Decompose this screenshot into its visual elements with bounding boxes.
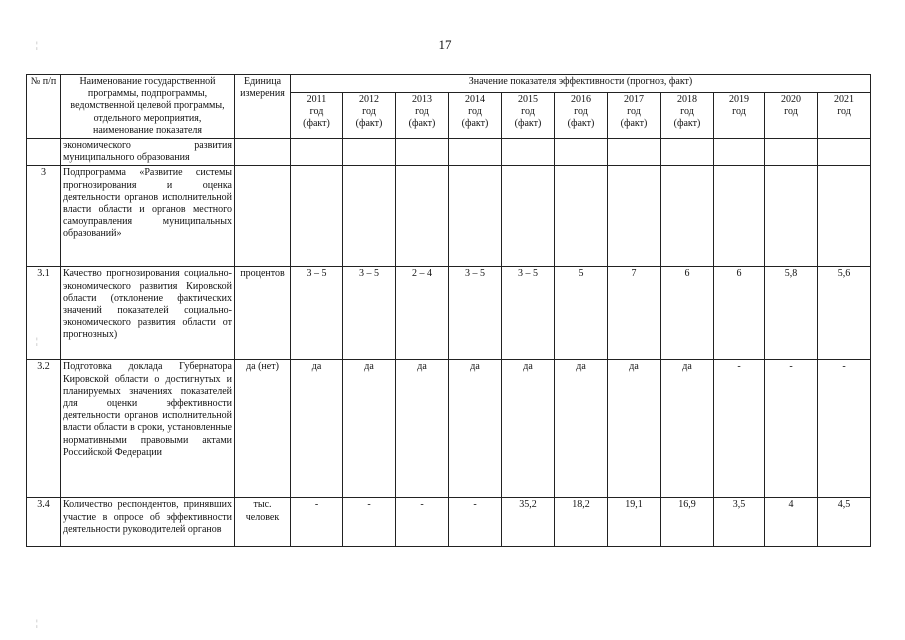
row-value [714, 166, 765, 267]
row-value [343, 139, 396, 166]
row-value: 2 – 4 [396, 267, 449, 360]
row-value [343, 166, 396, 267]
row-value [608, 139, 661, 166]
header-year-year: 2021 [834, 93, 855, 105]
row-value: - [818, 360, 871, 498]
row-name: Подготовка доклада Губернатора Кировской области о достигнутых и планируемых значениях показателей для оценки эффективности деятельности органов исполнительной власти области в сроки, установленные нормативными правовыми актами Российской Федерации [61, 360, 235, 498]
header-year-year: 2012 [359, 93, 379, 105]
table-row [27, 166, 871, 267]
table-row [27, 139, 871, 166]
header-year-unit: год [627, 105, 641, 117]
row-value: 3,5 [714, 498, 765, 547]
header-name: Наименование государственной программы, подпрограммы, ведомственной целевой программы, отдельного мероприятия, наименование показателя [61, 75, 235, 139]
header-year-2011 [291, 92, 343, 138]
row-unit [235, 166, 291, 267]
row-value: 4,5 [818, 498, 871, 547]
header-year-year: 2020 [781, 93, 801, 105]
row-value: 6 [714, 267, 765, 360]
header-year-2021 [818, 92, 871, 138]
row-value: да [661, 360, 714, 498]
header-year-2020 [765, 92, 818, 138]
header-unit: Единица измерения [235, 75, 291, 139]
header-year-unit: год [468, 105, 482, 117]
header-year-2018 [661, 92, 714, 138]
row-value: - [714, 360, 765, 498]
row-value: - [291, 498, 343, 547]
row-value: 6 [661, 267, 714, 360]
row-value [502, 166, 555, 267]
row-unit [235, 139, 291, 166]
header-year-2016 [555, 92, 608, 138]
row-value: да [343, 360, 396, 498]
row-value: 7 [608, 267, 661, 360]
row-value: - [765, 360, 818, 498]
row-num: 3.1 [27, 267, 61, 360]
header-year-note: (факт) [461, 118, 489, 130]
header-year-year: 2014 [465, 93, 485, 105]
row-num: 3 [27, 166, 61, 267]
header-year-2017 [608, 92, 661, 138]
row-value [818, 139, 871, 166]
scan-mark: ¦ [36, 336, 38, 346]
header-year-unit: год [415, 105, 429, 117]
row-value [291, 166, 343, 267]
row-value: 5,8 [765, 267, 818, 360]
row-num [27, 139, 61, 166]
row-name: Подпрограмма «Развитие системы прогнозирования и оценка деятельности органов исполнительной власти области и органов местного самоуправления муниципальных образований» [61, 166, 235, 267]
indicators-table [26, 74, 871, 547]
row-value [502, 139, 555, 166]
row-value: 5 [555, 267, 608, 360]
row-value: да [502, 360, 555, 498]
header-year-unit: год [362, 105, 376, 117]
header-num: № п/п [27, 75, 61, 139]
header-year-note: (факт) [408, 118, 436, 130]
row-value: - [396, 498, 449, 547]
row-value: да [608, 360, 661, 498]
row-value: - [343, 498, 396, 547]
row-value [608, 166, 661, 267]
header-year-note: (факт) [303, 118, 330, 130]
row-value: 3 – 5 [502, 267, 555, 360]
row-value: да [449, 360, 502, 498]
row-value: 3 – 5 [343, 267, 396, 360]
row-value [449, 166, 502, 267]
row-name: Качество прогнозирования социально-экономического развития Кировской области (отклонение фактических значений показателей социально-экономического развития области от прогнозных) [61, 267, 235, 360]
row-unit: тыс. человек [235, 498, 291, 547]
header-year-year: 2013 [412, 93, 432, 105]
header-year-2014 [449, 92, 502, 138]
row-value [396, 139, 449, 166]
row-value: да [396, 360, 449, 498]
row-num: 3.4 [27, 498, 61, 547]
header-year-note: (факт) [673, 118, 701, 130]
row-value: 4 [765, 498, 818, 547]
row-value [555, 166, 608, 267]
row-unit: процентов [235, 267, 291, 360]
row-value [818, 166, 871, 267]
row-value: - [449, 498, 502, 547]
row-value [291, 139, 343, 166]
header-year-note: (факт) [567, 118, 595, 130]
header-year-unit: год [837, 105, 851, 117]
header-year-year: 2017 [624, 93, 644, 105]
header-year-unit: год [784, 105, 798, 117]
header-year-year: 2018 [677, 93, 697, 105]
header-year-unit: год [521, 105, 535, 117]
row-value [661, 139, 714, 166]
row-value [765, 139, 818, 166]
row-name: Количество респондентов, принявших участие в опросе об эффективности деятельности руководителей органов [61, 498, 235, 547]
row-value [555, 139, 608, 166]
row-value: 3 – 5 [449, 267, 502, 360]
row-value [765, 166, 818, 267]
row-value [661, 166, 714, 267]
row-value: да [291, 360, 343, 498]
header-year-year: 2011 [306, 93, 327, 105]
row-value: 35,2 [502, 498, 555, 547]
row-num: 3.2 [27, 360, 61, 498]
header-year-unit: год [309, 105, 324, 117]
row-value [396, 166, 449, 267]
header-year-2019 [714, 92, 765, 138]
header-year-note: (факт) [355, 118, 383, 130]
header-row [27, 75, 871, 93]
header-year-2012 [343, 92, 396, 138]
header-year-year: 2016 [571, 93, 591, 105]
scan-mark: ¦ [36, 40, 38, 50]
table-body [27, 139, 871, 547]
row-value [714, 139, 765, 166]
row-value: 5,6 [818, 267, 871, 360]
table-row [27, 498, 871, 547]
row-value: 19,1 [608, 498, 661, 547]
header-year-unit: год [680, 105, 694, 117]
row-unit: да (нет) [235, 360, 291, 498]
scan-mark: ¦ [36, 618, 38, 628]
row-value [449, 139, 502, 166]
row-name: экономического развития муниципального образования [61, 139, 235, 166]
header-year-unit: год [574, 105, 588, 117]
header-values: Значение показателя эффективности (прогноз, факт) [291, 75, 871, 93]
row-value: да [555, 360, 608, 498]
header-year-note: (факт) [514, 118, 542, 130]
header-year-2013 [396, 92, 449, 138]
page-number: 17 [438, 37, 452, 52]
row-value: 18,2 [555, 498, 608, 547]
header-year-2015 [502, 92, 555, 138]
header-year-year: 2019 [729, 93, 749, 105]
header-year-year: 2015 [518, 93, 538, 105]
table-row [27, 267, 871, 360]
row-value: 3 – 5 [291, 267, 343, 360]
row-value: 16,9 [661, 498, 714, 547]
table-row [27, 360, 871, 498]
header-year-note: (факт) [620, 118, 648, 130]
header-year-unit: год [732, 105, 746, 117]
